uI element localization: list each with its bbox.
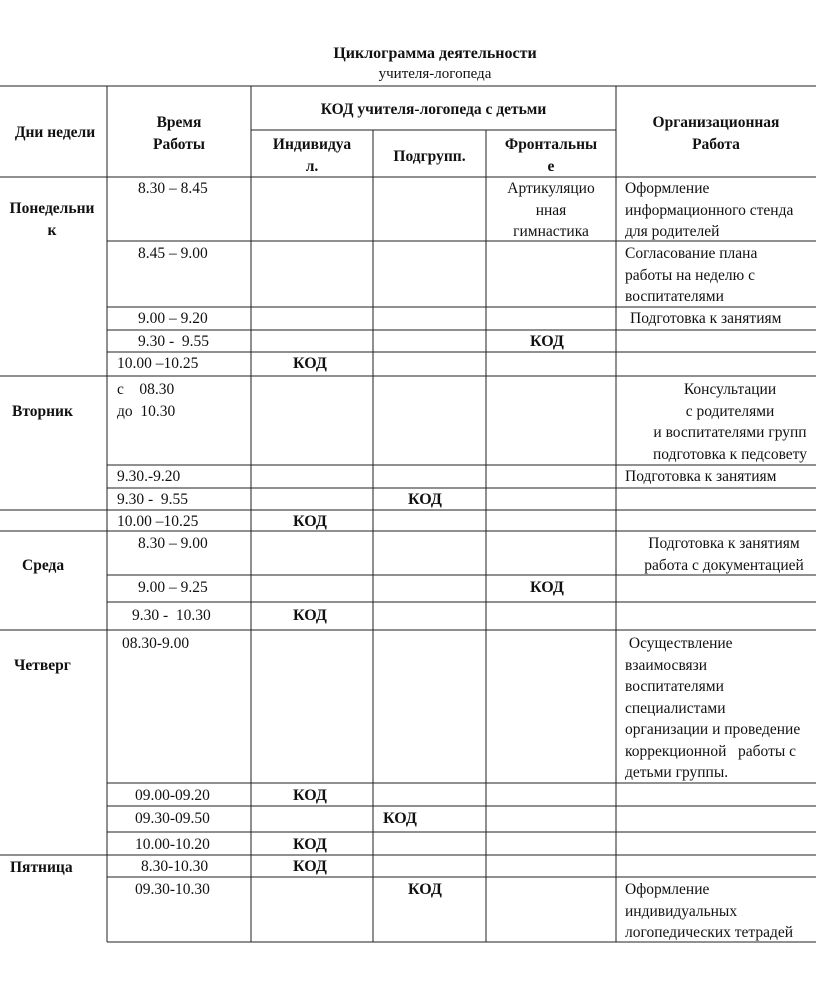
frontal-articulation: Артикуляцио нная гимнастика [507, 180, 595, 240]
time-cell: 9.30 - 9.55 [138, 333, 210, 350]
day-friday: Пятница [10, 859, 73, 876]
kod-individual: КОД [293, 836, 327, 853]
time-cell: 09.30-10.30 [135, 881, 210, 898]
kod-individual: КОД [293, 858, 327, 875]
org-cell: Оформление информационного стенда для родителей [625, 180, 794, 240]
time-cell: 8.30 – 8.45 [138, 180, 208, 197]
time-cell: 9.30 - 9.55 [117, 491, 189, 508]
kod-subgroup: КОД [383, 810, 417, 827]
header-days: Дни недели [14, 124, 96, 141]
day-wednesday: Среда [22, 557, 65, 574]
time-cell: 10.00 –10.25 [117, 513, 199, 530]
kod-frontal: КОД [530, 333, 564, 350]
time-cell: 08.30-9.00 [122, 635, 190, 652]
kod-frontal: КОД [530, 579, 564, 596]
org-cell: Подготовка к занятиям [625, 468, 777, 485]
document-title: Циклограмма деятельности [333, 45, 537, 62]
time-cell: 9.00 – 9.20 [138, 310, 208, 327]
document-subtitle: учителя-логопеда [378, 66, 492, 82]
time-cell: 9.00 – 9.25 [138, 579, 208, 596]
day-tuesday: Вторник [12, 403, 73, 420]
org-cell: Осуществление взаимосвязи воспитателями специалистами организации и проведение коррекционной работы с детьми группы. [625, 635, 801, 781]
time-cell: 8.30-10.30 [141, 858, 209, 875]
header-frontal: Фронтальны е [504, 136, 598, 175]
header-group: КОД учителя-логопеда с детьми [320, 101, 547, 118]
header-individual: Индивидуа л. [272, 136, 352, 175]
kod-subgroup: КОД [408, 491, 442, 508]
org-cell: Консультации с родителями и воспитателями групп подготовка к педсовету [652, 381, 807, 463]
time-cell: 10.00 –10.25 [117, 355, 199, 372]
day-monday: Понедельни к [9, 200, 95, 239]
day-thursday: Четверг [14, 657, 71, 674]
org-cell: Согласование плана работы на неделю с воспитателями [625, 245, 758, 305]
org-cell: Подготовка к занятиям [630, 310, 782, 327]
time-cell: 8.30 – 9.00 [138, 535, 208, 552]
time-cell: 8.45 – 9.00 [138, 245, 208, 262]
org-column [616, 0, 816, 985]
time-cell: 09.30-09.50 [135, 810, 210, 827]
kod-individual: КОД [293, 513, 327, 530]
org-cell: Подготовка к занятиям работа с документацией [644, 535, 804, 574]
kod-individual: КОД [293, 355, 327, 372]
time-cell: 09.00-09.20 [135, 787, 210, 804]
header-subgroup: Подгрупп. [393, 148, 466, 165]
header-time: Время Работы [152, 114, 206, 153]
org-cell: Оформление индивидуальных логопедических тетрадей [625, 881, 794, 941]
kod-subgroup: КОД [408, 881, 442, 898]
time-cell: 10.00-10.20 [135, 836, 210, 853]
kod-individual: КОД [293, 787, 327, 804]
time-cell: 9.30 - 10.30 [132, 607, 211, 624]
time-cell: с 08.30 до 10.30 [117, 381, 176, 420]
header-org: Организационная Работа [652, 114, 780, 153]
time-cell: 9.30.-9.20 [117, 468, 181, 485]
kod-individual: КОД [293, 607, 327, 624]
